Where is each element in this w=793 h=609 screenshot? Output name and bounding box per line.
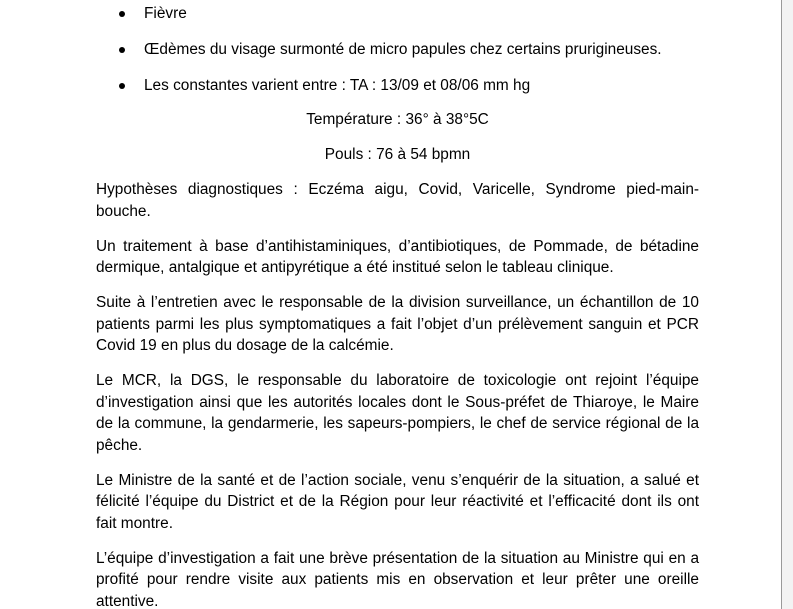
list-item-text: Fièvre <box>144 5 187 22</box>
pulse-line: Pouls : 76 à 54 bpmn <box>324 146 471 163</box>
list-item <box>96 3 699 25</box>
paragraph-treatment: Un traitement à base d’antihistaminiques, d’antibiotiques, de Pommade, de bétadine dermique, antalgique et antipyrétique a été institué selon le tableau clinique. <box>96 237 699 276</box>
bullet-icon <box>119 47 125 53</box>
list-item <box>96 39 699 61</box>
bullet-icon <box>119 83 125 89</box>
bullet-icon <box>119 11 125 17</box>
list-item-text: Les constantes varient entre : TA : 13/09 et 08/06 mm hg <box>144 77 531 94</box>
symptom-list <box>96 3 699 97</box>
paragraph-sampling: Suite à l’entretien avec le responsable de la division surveillance, un échantillon de 10 patients parmi les plus symptomatiques a fait l’objet d’un prélèvement sanguin et PCR Covid 19 en plus du dosage de la calcémie. <box>96 294 699 354</box>
viewer-margin <box>782 0 793 609</box>
document-body <box>96 3 699 609</box>
temperature-line: Température : 36° à 38°5C <box>306 111 489 128</box>
paragraph-investigation-team: Le MCR, la DGS, le responsable du laboratoire de toxicologie ont rejoint l’équipe d’investigation ainsi que les autorités locales dont le Sous-préfet de Thiaroye, le Maire de la commune, la gendarmerie, les sapeurs-pompiers, le chef de service régional de la pêche. <box>96 372 699 454</box>
paragraph-diagnostic-hypotheses: Hypothèses diagnostiques : Eczéma aigu, Covid, Varicelle, Syndrome pied-main-bouche. <box>96 181 699 220</box>
paragraph-presentation: L’équipe d’investigation a fait une brève présentation de la situation au Ministre qui en a profité pour rendre visite aux patients mis en observation et leur prêter une oreille attentive. <box>96 549 699 609</box>
list-item-text: Œdèmes du visage surmonté de micro papules chez certains prurigineuses. <box>144 41 662 58</box>
list-item <box>96 75 699 97</box>
paragraph-minister-visit: Le Ministre de la santé et de l’action sociale, venu s’enquérir de la situation, a salué et félicité l’équipe du District et de la Région pour leur réactivité et l’efficacité dont ils ont fait montre. <box>96 471 699 532</box>
